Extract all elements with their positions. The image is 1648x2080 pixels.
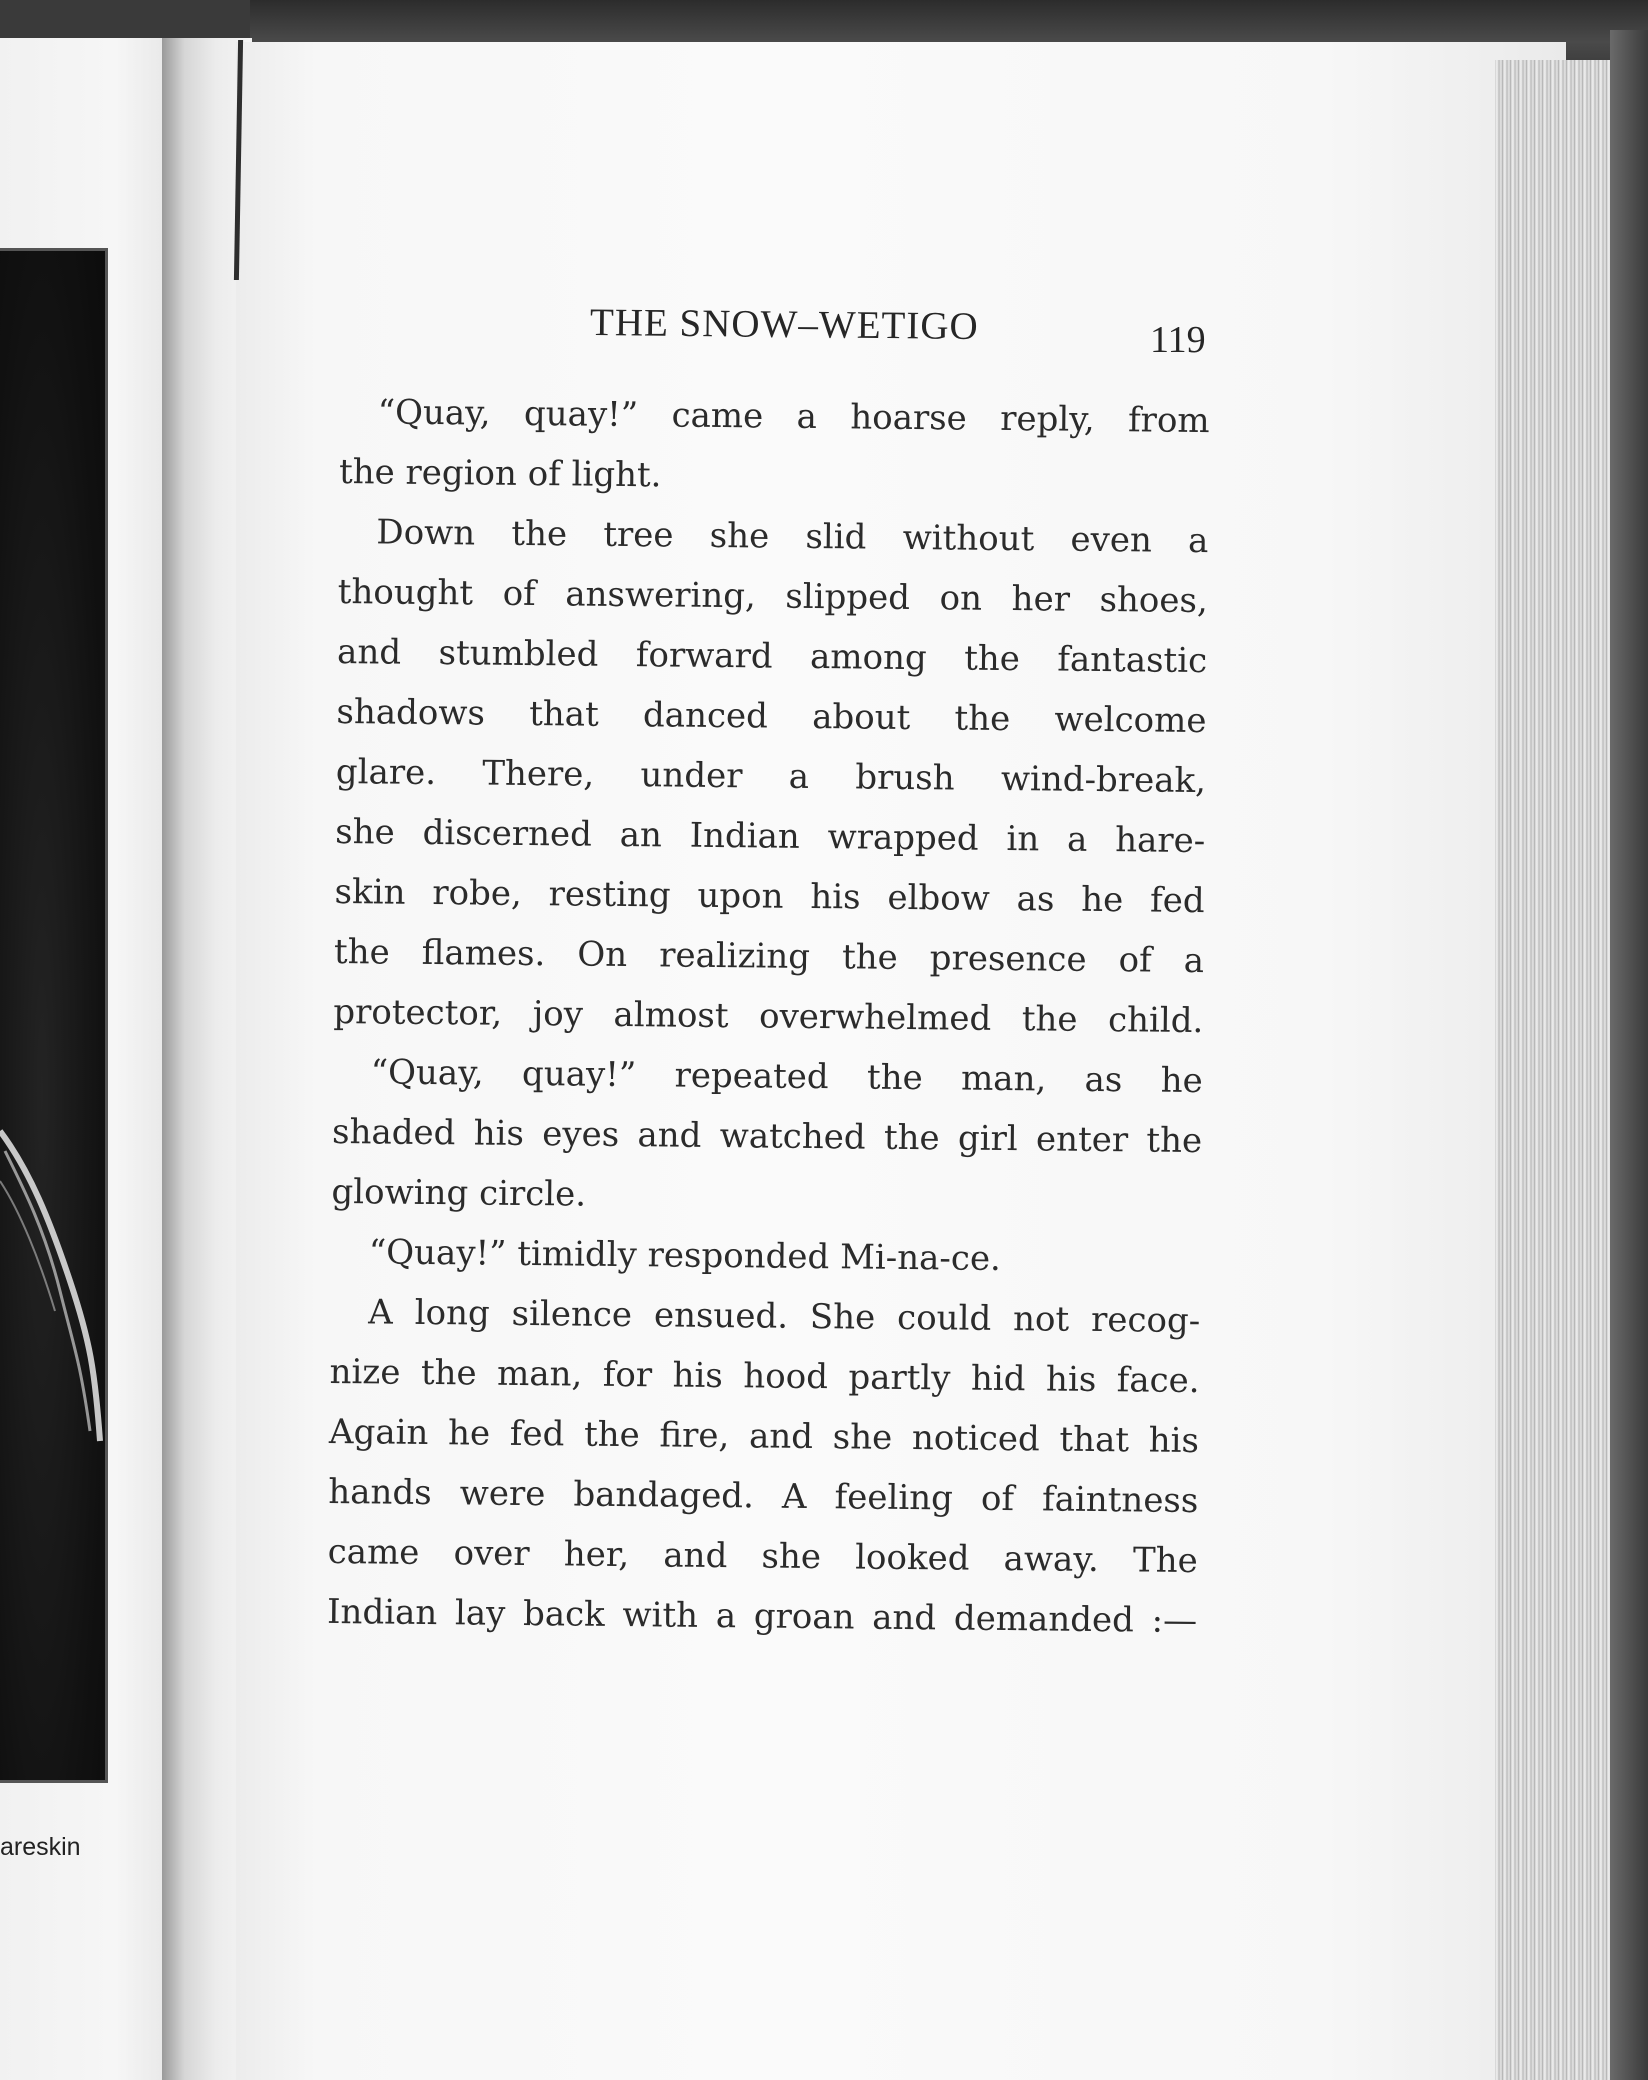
text-line: A long silence ensued. She could not recog- <box>368 1292 1201 1342</box>
edge-shadow <box>1610 30 1648 2080</box>
text-line: “Quay, quay!” came a hoarse reply, from <box>377 392 1210 442</box>
text-line: “Quay!” timidly responded Mi-na-ce. <box>368 1232 1002 1279</box>
text-line: the region of light. <box>338 451 662 496</box>
text-line: Down the tree she slid without even a <box>376 512 1209 562</box>
text-line: the flames. On realizing the presence of a <box>333 931 1205 982</box>
text-line: Indian lay back with a groan and demanded :— <box>326 1591 1198 1642</box>
text-line: Again he fed the fire, and she noticed that his <box>328 1411 1200 1462</box>
body-text <box>327 382 1210 1651</box>
text-line: protector, joy almost overwhelmed the child. <box>333 991 1204 1042</box>
text-line: “Quay, quay!” repeated the man, as he <box>370 1052 1203 1102</box>
text-line: glowing circle. <box>331 1171 587 1215</box>
left-page <box>0 38 168 2080</box>
text-line: she discerned an Indian wrapped in a hare- <box>335 811 1206 862</box>
illustration-plate <box>0 248 108 1783</box>
text-line: shaded his eyes and watched the girl enter the <box>331 1111 1203 1162</box>
text-line: thought of answering, slipped on her shoes, <box>337 571 1208 622</box>
text-line: glare. There, under a brush wind-break, <box>335 751 1207 802</box>
text-line: hands were bandaged. A feeling of faintness <box>328 1471 1199 1522</box>
plate-caption: areskin <box>0 1833 81 1861</box>
text-line: shadows that danced about the welcome <box>336 691 1207 742</box>
text-line: skin robe, resting upon his elbow as he fed <box>334 871 1205 922</box>
page-edges <box>1495 60 1625 2080</box>
plate-fiber-detail <box>0 1111 110 1451</box>
text-line: came over her, and she looked away. The <box>327 1531 1198 1582</box>
text-line: nize the man, for his hood partly hid his face. <box>329 1351 1200 1402</box>
page-number: 119 <box>1150 319 1206 361</box>
running-head: THE SNOW–WETIGO <box>589 300 979 349</box>
text-line: and stumbled forward among the fantastic <box>336 631 1208 682</box>
